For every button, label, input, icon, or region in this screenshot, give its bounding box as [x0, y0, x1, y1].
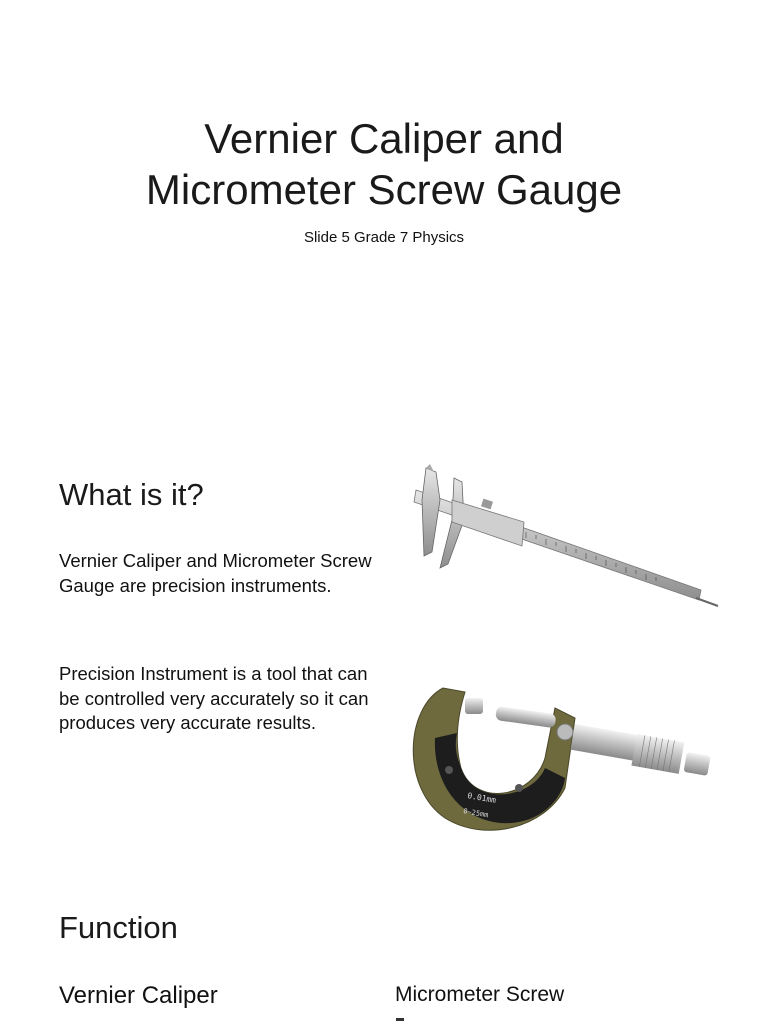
vernier-caliper-image — [396, 460, 726, 620]
function-column-label-micrometer: Micrometer Screw — [395, 983, 565, 1006]
title-line-2: Micrometer Screw Gauge — [145, 166, 623, 213]
slide-subtitle: Slide 5 Grade 7 Physics — [303, 229, 465, 246]
micrometer-range-marking: 0~25mm — [462, 807, 489, 820]
slide-title — [84, 113, 684, 215]
function-column-label-vernier: Vernier Caliper — [59, 982, 218, 1009]
section-heading-function: Function — [59, 910, 178, 945]
title-line-1: Vernier Caliper and — [204, 115, 564, 162]
precision-instrument-paragraph: Precision Instrument is a tool that can be controlled very accurately so it can produces very accurate results. — [59, 663, 369, 733]
section-heading-what-is-it: What is it? — [59, 477, 204, 512]
micrometer-resolution-marking: 0.01mm — [466, 791, 497, 805]
clipped-text-fragment — [396, 1018, 404, 1021]
definition-paragraph: Vernier Caliper and Micrometer Screw Gauge are precision instruments. — [59, 550, 372, 596]
micrometer-screw-gauge-image — [405, 668, 725, 838]
